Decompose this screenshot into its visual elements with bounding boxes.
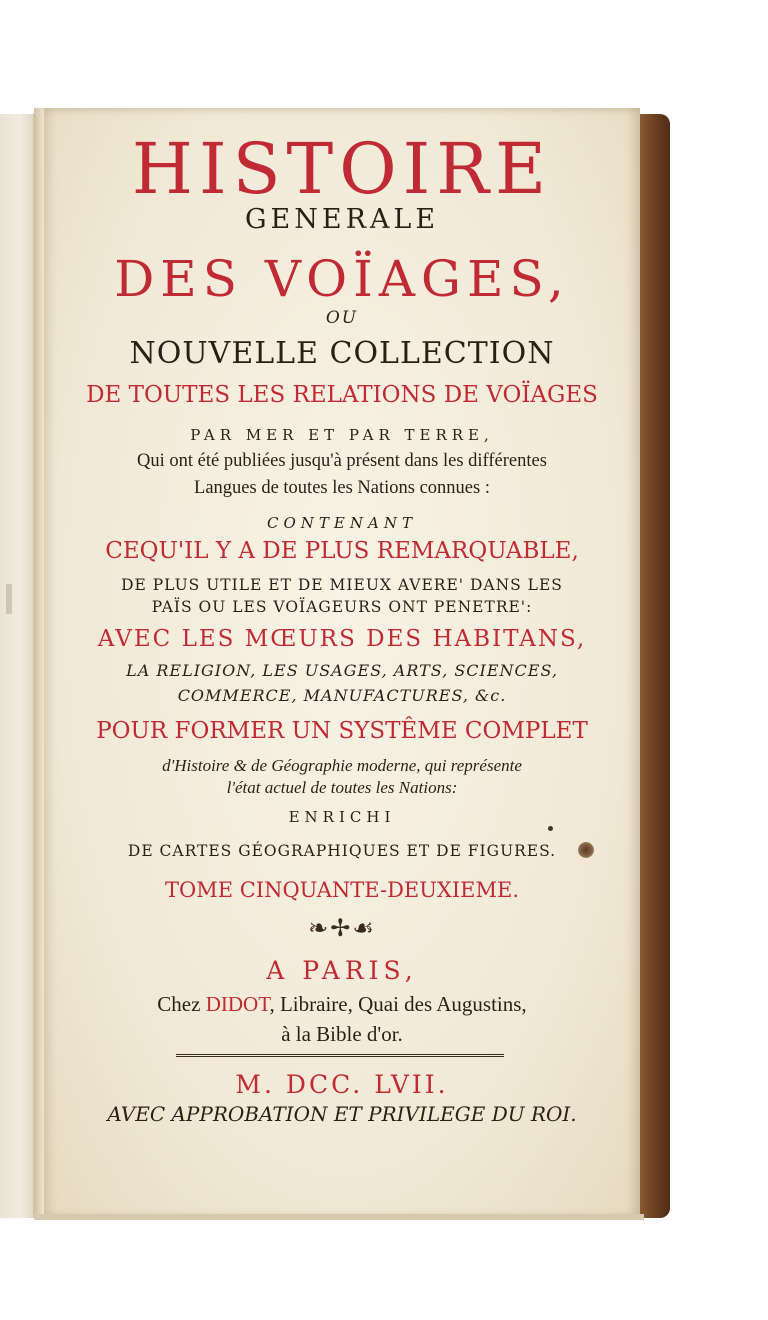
text-commerce: COMMERCE, MANUFACTURES, &c. [177,686,507,705]
text-publiees: Qui ont été publiées jusqu'à présent dans les différentes [137,451,547,471]
text-contenant: CONTENANT [267,514,417,532]
text-moeurs: AVEC LES MŒURS DES HABITANS, [97,626,587,652]
title-generale: GENERALE [244,204,440,235]
printers-ornament: ❧✢☙ [308,914,376,942]
text-plus-utile: DE PLUS UTILE ET DE MIEUX AVERE' DANS LES [121,576,563,594]
text-systeme-complet: POUR FORMER UN SYSTÊME COMPLET [96,718,588,744]
title-nouvelle-collection: NOUVELLE COLLECTION [129,336,555,371]
text-tome: TOME CINQUANTE-DEUXIEME. [164,878,520,902]
title-par-mer: PAR MER ET PAR TERRE, [190,426,494,444]
imprint-publisher [44,992,640,1017]
ink-stain [578,842,594,858]
imprint-chez: Chez [157,992,201,1016]
page-bottom-edge [34,1214,644,1220]
text-cartes: DE CARTES GÉOGRAPHIQUES ET DE FIGURES. [127,842,557,860]
left-page-edge [0,114,34,1218]
imprint-libraire: , Libraire, Quai des Augustins, [269,992,527,1016]
title-ou: OU [325,308,359,328]
imprint-bible: à la Bible d'or. [281,1022,403,1046]
imprint-date: M. DCC. LVII. [235,1070,449,1099]
text-religion: LA RELIGION, LES USAGES, ARTS, SCIENCES, [126,661,558,680]
title-histoire: HISTOIRE [131,128,553,210]
imprint-didot: DIDOT [205,992,270,1016]
title-des-voiages: DES VOÏAGES, [114,250,570,308]
ink-speck [548,826,553,831]
text-pais: PAÏS OU LES VOÏAGEURS ONT PENETRE': [151,598,533,616]
text-etat-actuel: l'état actuel de toutes les Nations: [226,778,458,797]
text-histoire-geographie: d'Histoire & de Géographie moderne, qui représente [162,756,522,775]
imprint-privilege: AVEC APPROBATION ET PRIVILEGE DU ROI. [107,1102,577,1126]
text-remarquable: CEQU'IL Y A DE PLUS REMARQUABLE, [105,538,579,564]
left-page-mark [6,584,12,614]
imprint-rule [176,1054,504,1057]
book-gutter [34,108,44,1218]
text-enrichi: ENRICHI [288,808,396,826]
text-langues: Langues de toutes les Nations connues : [194,478,490,498]
book-spine [640,114,670,1218]
book [0,108,672,1220]
title-relations: DE TOUTES LES RELATIONS DE VOÏAGES [86,382,598,408]
imprint-paris: A PARIS, [266,956,418,985]
